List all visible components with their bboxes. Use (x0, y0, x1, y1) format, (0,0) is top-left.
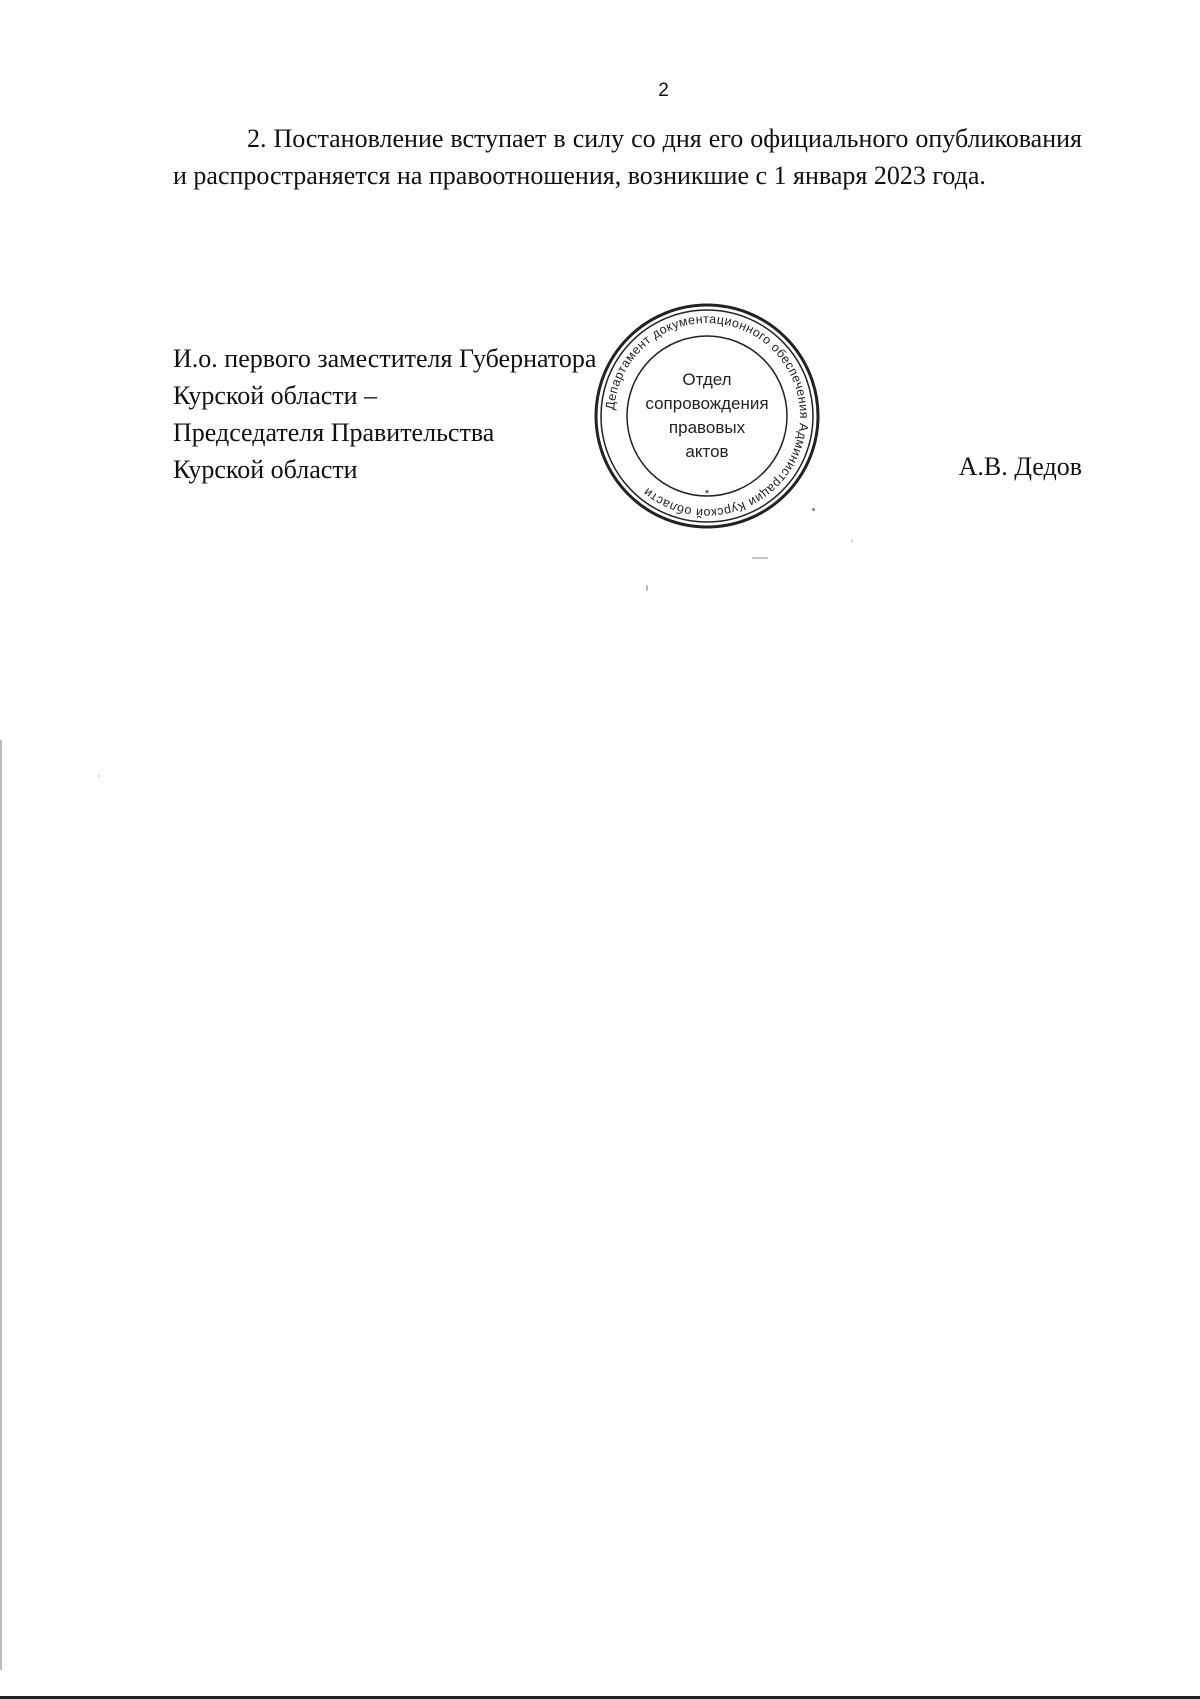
stamp-center-line: сопровождения (645, 394, 769, 413)
scan-speck (752, 557, 768, 559)
position-line: Курской области – (173, 381, 378, 410)
scan-left-edge (0, 740, 2, 1670)
scan-speck (646, 585, 648, 591)
signer-name: А.В. Дедов (958, 452, 1082, 481)
official-stamp (594, 303, 820, 529)
signatory-position (173, 340, 596, 488)
page-number: 2 (658, 80, 669, 101)
stamp-center-line: актов (685, 442, 729, 461)
position-line: Председателя Правительства (173, 418, 495, 447)
position-line: И.о. первого заместителя Губернатора (173, 344, 597, 373)
decree-paragraph: 2. Постановление вступает в силу со дня его официального опубликования и распространяется на правоотношения, возникшие с 1 января 2023 года. (173, 124, 1082, 190)
scan-speck (98, 775, 100, 777)
position-line: Курской области (173, 455, 358, 484)
scan-speck (812, 508, 815, 511)
stamp-ring-text: Департамент документационного обеспечения Администрации Курской области (603, 311, 812, 521)
stamp-center-line: Отдел (682, 370, 732, 389)
stamp-inner-ring (627, 336, 787, 496)
stamp-center-line: правовых (668, 418, 746, 437)
stamp-star: * (704, 488, 710, 500)
scan-speck (851, 540, 853, 542)
